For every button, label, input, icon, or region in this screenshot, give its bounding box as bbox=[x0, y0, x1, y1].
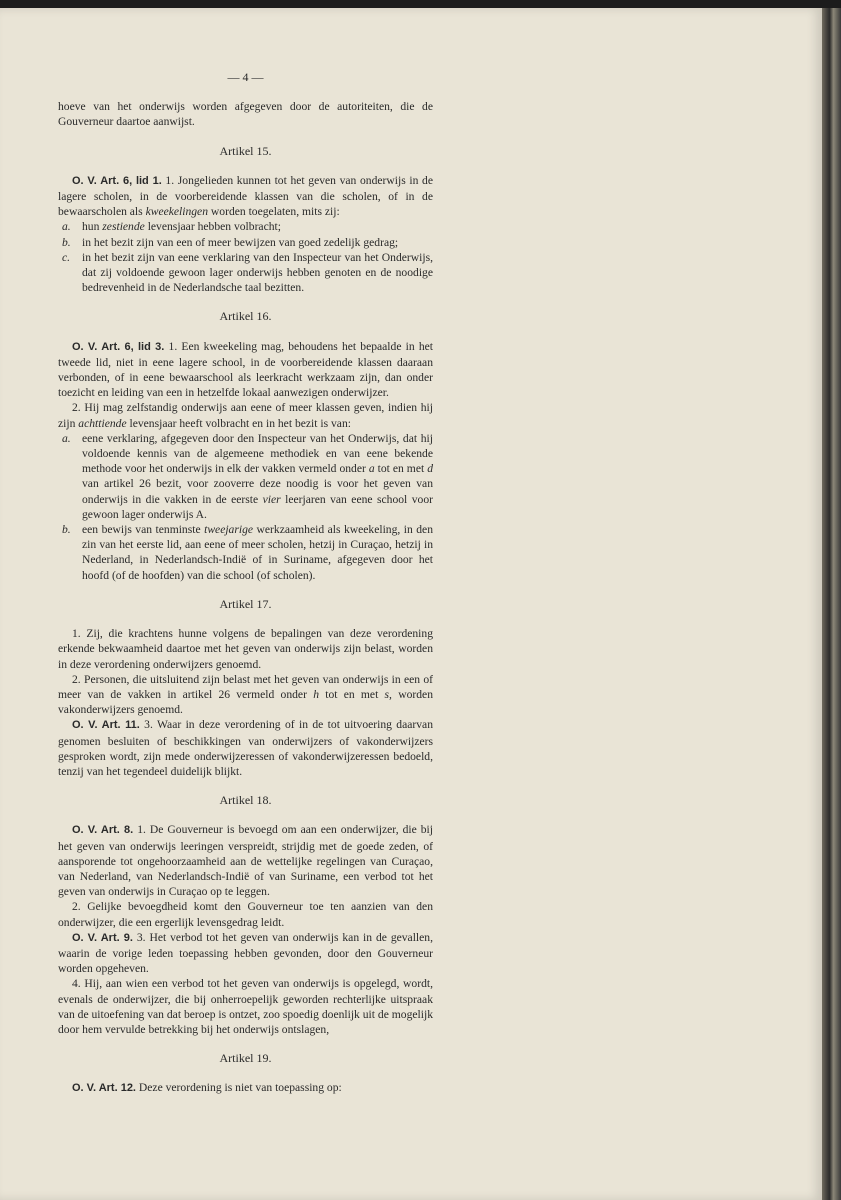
article-18-para-4: 4. Hij, aan wien een verbod tot het geven van onderwijs is opgelegd, wordt, evenals de onderwijzer, die bij onherroepelijk geworden rechterlijke uitspraak van de uitoefening van dat beroep is ontzet, zoo spoedig doenlijk uit de mogelijk door hem vervulde betrekking bij het onderwijs ontslagen, bbox=[58, 977, 433, 1036]
article-18-para-3: O. V. Art. 9. 3. Het verbod tot het geven van onderwijs kan in de gevallen, waarin de vorige leden toepassing hebben gevonden, door den Gouverneur worden opgeheven. bbox=[58, 930, 433, 976]
article-17-ref: O. V. Art. 11. bbox=[72, 719, 140, 732]
article-15-item-c: c. in het bezit zijn van eene verklaring van den Inspecteur van het Onderwijs, dat zij voldoende gewoon lager onderwijs hebben genoten en de noodige bedrevenheid in de Nederlandsche taal bezitten. bbox=[62, 250, 433, 295]
article-18-ref-2: O. V. Art. 9. bbox=[72, 931, 133, 944]
page-text bbox=[58, 70, 433, 1097]
article-16-para-2: 2. Hij mag zelfstandig onderwijs aan eene of meer klassen geven, indien hij zijn achttiende levensjaar heeft volbracht en in het bezit is van: bbox=[58, 401, 433, 430]
article-17-title: Artikel 17. bbox=[219, 596, 272, 611]
article-15-item-a: a. hun zestiende levensjaar hebben volbracht; bbox=[62, 220, 281, 234]
article-16-item-b: b. een bewijs van tenminste tweejarige werkzaamheid als kweekeling, in den zin van het eerste lid, aan eene of meer scholen, hetzij in Curaçao, hetzij in Nederland, in Nederlandsch-Indië of in Suriname, afgegeven door het hoofd (of de hoofden) van die school (of scholen). bbox=[62, 523, 433, 582]
article-16-para-1: O. V. Art. 6, lid 3. 1. Een kweekeling mag, behoudens het bepaalde in het tweede lid, niet in eene lagere school, in de voorbereidende klassen daaraan verbonden, of in eene bewaarschool als leerkracht werkzaam zijn, dan onder toezicht en leiding van een in hetzelfde lokaal aanwezigen onderwijzer. bbox=[58, 339, 433, 400]
article-17-para-3: O. V. Art. 11. 3. Waar in deze verordening of in de tot uitvoering daarvan genomen besluiten of beschikkingen van onderwijzers of vakonderwijzers gesproken wordt, zijn mede onderwijzeressen of vakonderwijzeressen bedoeld, tenzij van het tegendeel duidelijk blijkt. bbox=[58, 718, 433, 778]
article-15-item-b: b. in het bezit zijn van een of meer bewijzen van goed zedelijk gedrag; bbox=[62, 235, 399, 249]
article-15-para-1: O. V. Art. 6, lid 1. 1. Jongelieden kunnen tot het geven van onderwijs in de lagere scholen, in de voorbereidende klassen van die scholen, of in de bewaarscholen als kweekelingen worden toegelaten, mits zij: bbox=[58, 173, 433, 219]
article-16-title: Artikel 16. bbox=[219, 309, 272, 324]
article-16-item-a: a. eene verklaring, afgegeven door den Inspecteur van het Onderwijs, dat hij voldoende kennis van de algemeene methodiek en van eene bekende methode voor het onderwijs in elk der vakken vermeld onder a tot en met d van artikel 26 bezit, voor zooverre deze noodig is voor het geven van onderwijs in die vakken in de eerste vier leerjaren van eene school voor gewoon lager onderwijs A. bbox=[62, 431, 433, 521]
article-18-title: Artikel 18. bbox=[219, 793, 272, 808]
article-18-para-2: 2. Gelijke bevoegdheid komt den Gouverneur toe ten aanzien van den onderwijzer, die een ergerlijk levensgedrag leidt. bbox=[58, 900, 433, 929]
article-19-ref: O. V. Art. 12. bbox=[72, 1082, 136, 1095]
page-edge bbox=[822, 8, 841, 1200]
article-18-ref-1: O. V. Art. 8. bbox=[72, 824, 134, 837]
article-19-para-1: O. V. Art. 12. Deze verordening is niet van toepassing op: bbox=[72, 1081, 342, 1095]
article-17-para-1: 1. Zij, die krachtens hunne volgens de bepalingen van deze verordening erkende bekwaamheid daartoe met het geven van onderwijs zijn belast, worden in deze verordening onderwijzers genoemd. bbox=[58, 627, 433, 671]
article-15-ref: O. V. Art. 6, lid 1. bbox=[72, 174, 162, 187]
article-17-para-2: 2. Personen, die uitsluitend zijn belast met het geven van onderwijs in een of meer van de vakken in artikel 26 vermeld onder h tot en met s, worden vakonderwijzers genoemd. bbox=[58, 672, 433, 717]
page-number: — 4 — bbox=[227, 70, 264, 84]
intro-paragraph: hoeve van het onderwijs worden afgegeven door de autoriteiten, die de Gouverneur daartoe aanwijst. bbox=[58, 100, 433, 129]
article-18-para-1: O. V. Art. 8. 1. De Gouverneur is bevoegd om aan een onderwijzer, die bij het geven van onderwijs leeringen verspreidt, strijdig met de goede zeden, of aansporende tot ongehoorzaamheid aan de wettelijke regelingen van Curaçao, van Nederland, van Nederlandsch-Indië of van Suriname, een verbod tot het geven van onderwijs in Curaçao op te leggen. bbox=[58, 823, 433, 899]
article-19-title: Artikel 19. bbox=[219, 1051, 272, 1066]
article-15-title: Artikel 15. bbox=[219, 143, 272, 158]
article-16-ref: O. V. Art. 6, lid 3. bbox=[72, 340, 165, 353]
